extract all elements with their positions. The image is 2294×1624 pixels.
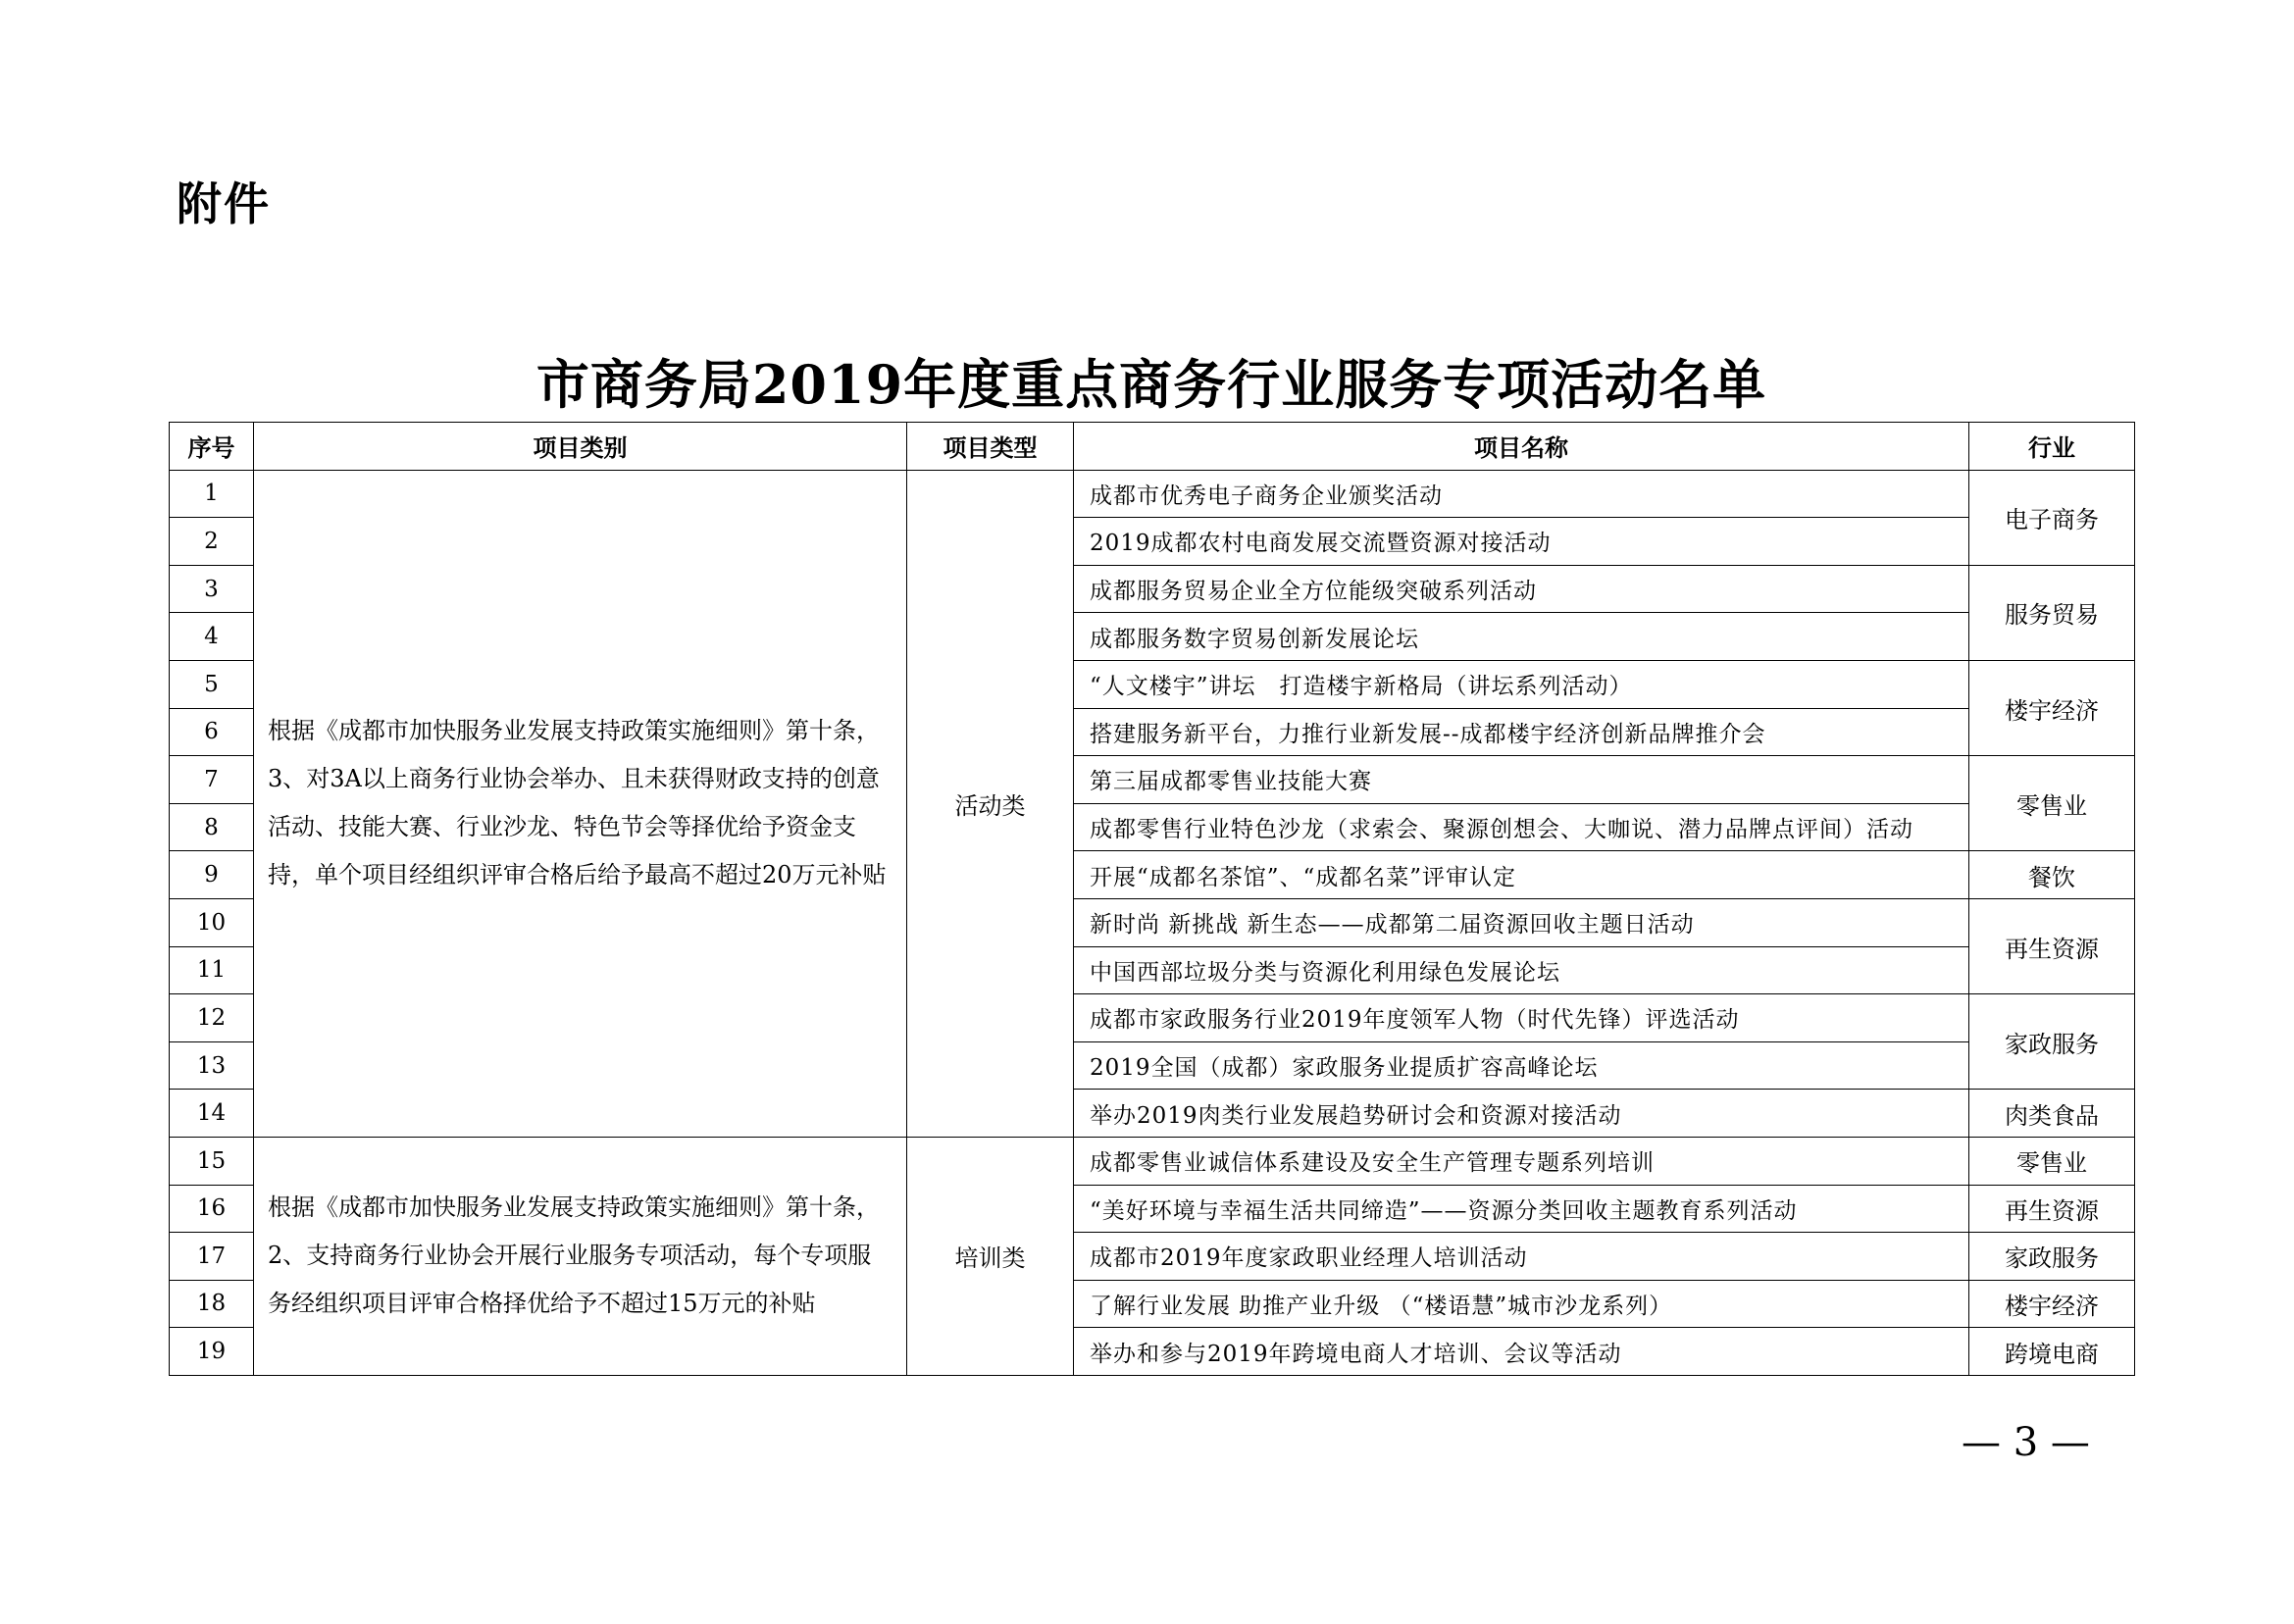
row-project-name: 2019全国（成都）家政服务业提质扩容高峰论坛 (1074, 1041, 1969, 1090)
row-industry: 楼宇经济 (1969, 660, 2135, 755)
row-seq: 8 (170, 803, 254, 851)
row-seq: 7 (170, 756, 254, 804)
row-seq: 3 (170, 565, 254, 613)
table-body (170, 470, 2135, 1375)
row-seq: 17 (170, 1233, 254, 1281)
row-seq: 16 (170, 1185, 254, 1233)
row-industry: 服务贸易 (1969, 565, 2135, 660)
row-project-name: “美好环境与幸福生活共同缔造”——资源分类回收主题教育系列活动 (1074, 1185, 1969, 1233)
row-seq: 6 (170, 708, 254, 756)
table-row (170, 470, 2135, 518)
row-seq: 5 (170, 660, 254, 708)
header-industry: 行业 (1969, 423, 2135, 471)
row-industry: 再生资源 (1969, 898, 2135, 993)
row-industry: 电子商务 (1969, 470, 2135, 565)
header-category: 项目类别 (254, 423, 907, 471)
row-project-name: 中国西部垃圾分类与资源化利用绿色发展论坛 (1074, 946, 1969, 994)
row-project-name: 成都市家政服务行业2019年度领军人物（时代先锋）评选活动 (1074, 994, 1969, 1042)
group-type: 培训类 (907, 1137, 1074, 1375)
header-seq: 序号 (170, 423, 254, 471)
row-project-name: 举办2019肉类行业发展趋势研讨会和资源对接活动 (1074, 1090, 1969, 1138)
group-category: 根据《成都市加快服务业发展支持政策实施细则》第十条，3、对3A以上商务行业协会举办、且未获得财政支持的创意活动、技能大赛、行业沙龙、特色节会等择优给予资金支持，单个项目经组织评审合格后给予最高不超过20万元补贴 (254, 470, 907, 1137)
row-seq: 4 (170, 613, 254, 661)
row-seq: 1 (170, 470, 254, 518)
row-project-name: 成都服务数字贸易创新发展论坛 (1074, 613, 1969, 661)
row-industry: 肉类食品 (1969, 1090, 2135, 1138)
row-project-name: 成都市2019年度家政职业经理人培训活动 (1074, 1233, 1969, 1281)
row-industry: 再生资源 (1969, 1185, 2135, 1233)
table-row (170, 1137, 2135, 1185)
row-project-name: “人文楼宇”讲坛 打造楼宇新格局（讲坛系列活动） (1074, 660, 1969, 708)
row-industry: 零售业 (1969, 756, 2135, 851)
row-project-name: 第三届成都零售业技能大赛 (1074, 756, 1969, 804)
row-seq: 18 (170, 1280, 254, 1328)
attachment-label: 附件 (177, 178, 271, 230)
row-seq: 13 (170, 1041, 254, 1090)
row-seq: 15 (170, 1137, 254, 1185)
row-seq: 11 (170, 946, 254, 994)
row-project-name: 了解行业发展 助推产业升级 （“楼语慧”城市沙龙系列） (1074, 1280, 1969, 1328)
row-project-name: 新时尚 新挑战 新生态——成都第二届资源回收主题日活动 (1074, 898, 1969, 946)
row-seq: 14 (170, 1090, 254, 1138)
row-project-name: 成都服务贸易企业全方位能级突破系列活动 (1074, 565, 1969, 613)
row-seq: 2 (170, 518, 254, 566)
row-project-name: 2019成都农村电商发展交流暨资源对接活动 (1074, 518, 1969, 566)
row-project-name: 举办和参与2019年跨境电商人才培训、会议等活动 (1074, 1328, 1969, 1376)
row-project-name: 成都零售业诚信体系建设及安全生产管理专题系列培训 (1074, 1137, 1969, 1185)
row-industry: 餐饮 (1969, 851, 2135, 899)
row-industry: 跨境电商 (1969, 1328, 2135, 1376)
row-seq: 9 (170, 851, 254, 899)
activity-table (169, 422, 2135, 1376)
row-project-name: 成都市优秀电子商务企业颁奖活动 (1074, 470, 1969, 518)
header-type: 项目类型 (907, 423, 1074, 471)
group-type: 活动类 (907, 470, 1074, 1137)
document-title: 市商务局2019年度重点商务行业服务专项活动名单 (535, 353, 1767, 416)
row-seq: 19 (170, 1328, 254, 1376)
row-project-name: 成都零售行业特色沙龙（求索会、聚源创想会、大咖说、潜力品牌点评间）活动 (1074, 803, 1969, 851)
page-number: — 3 — (1962, 1420, 2090, 1465)
row-industry: 家政服务 (1969, 994, 2135, 1090)
row-industry: 家政服务 (1969, 1233, 2135, 1281)
header-name: 项目名称 (1074, 423, 1969, 471)
row-seq: 10 (170, 898, 254, 946)
row-industry: 零售业 (1969, 1137, 2135, 1185)
table-header-row (170, 423, 2135, 471)
row-project-name: 搭建服务新平台，力推行业新发展--成都楼宇经济创新品牌推介会 (1074, 708, 1969, 756)
row-industry: 楼宇经济 (1969, 1280, 2135, 1328)
group-category: 根据《成都市加快服务业发展支持政策实施细则》第十条，2、支持商务行业协会开展行业服务专项活动，每个专项服务经组织项目评审合格择优给予不超过15万元的补贴 (254, 1137, 907, 1375)
row-seq: 12 (170, 994, 254, 1042)
row-project-name: 开展“成都名茶馆”、“成都名菜”评审认定 (1074, 851, 1969, 899)
